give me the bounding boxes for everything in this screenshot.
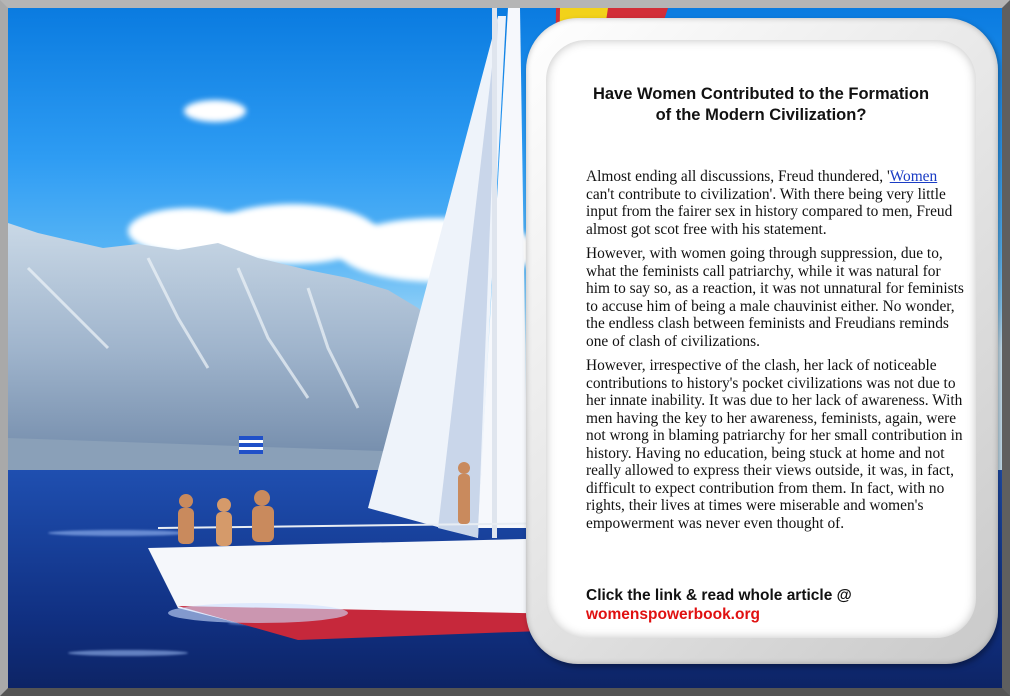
paragraph-1-end: can't contribute to civilization'. With there being very little input from the fairer sex in history compared to men, Freud almost got scot free with his statement. — [586, 185, 953, 238]
article-title — [546, 84, 976, 126]
paragraph-1-start: Almost ending all discussions, Freud thundered, ' — [586, 168, 890, 185]
article-panel — [546, 40, 976, 638]
title-line-1: Have Women Contributed to the Formation — [592, 85, 930, 103]
article-body — [586, 168, 966, 539]
women-link[interactable]: Women — [889, 168, 938, 185]
call-to-action — [586, 586, 852, 624]
paragraph-2: However, with women going through suppression, due to, what the feminists call patriarchy, while it was natural for him to say so, as a reaction, it was not unnatural for feminists to accuse him of being a male chauvinist either. No wonder, the endless clash between feminists and Freudians reminds one of clash of civilizations. — [586, 245, 964, 350]
title-line-2: of the Modern Civilization? — [655, 106, 867, 124]
website-link[interactable]: womenspowerbook.org — [586, 606, 760, 623]
paragraph-1 — [586, 168, 966, 238]
cta-text: Click the link & read whole article @ — [586, 587, 852, 604]
paragraph-3: However, irrespective of the clash, her lack of noticeable contributions to history's pocket civilizations was not due to her innate inability. It was due to her lack of awareness. With men having the key to her awareness, feminists, again, were not wrong in blaming patriarchy for her small contribution in history. Having no education, being stuck at home and not really allowed to express their views outside, it was, in fact, difficult to expect contribution from them. In fact, with no rights, their lives at times were miserable and women's empowerment was never even thought of. — [586, 357, 963, 532]
article-card — [526, 18, 998, 664]
